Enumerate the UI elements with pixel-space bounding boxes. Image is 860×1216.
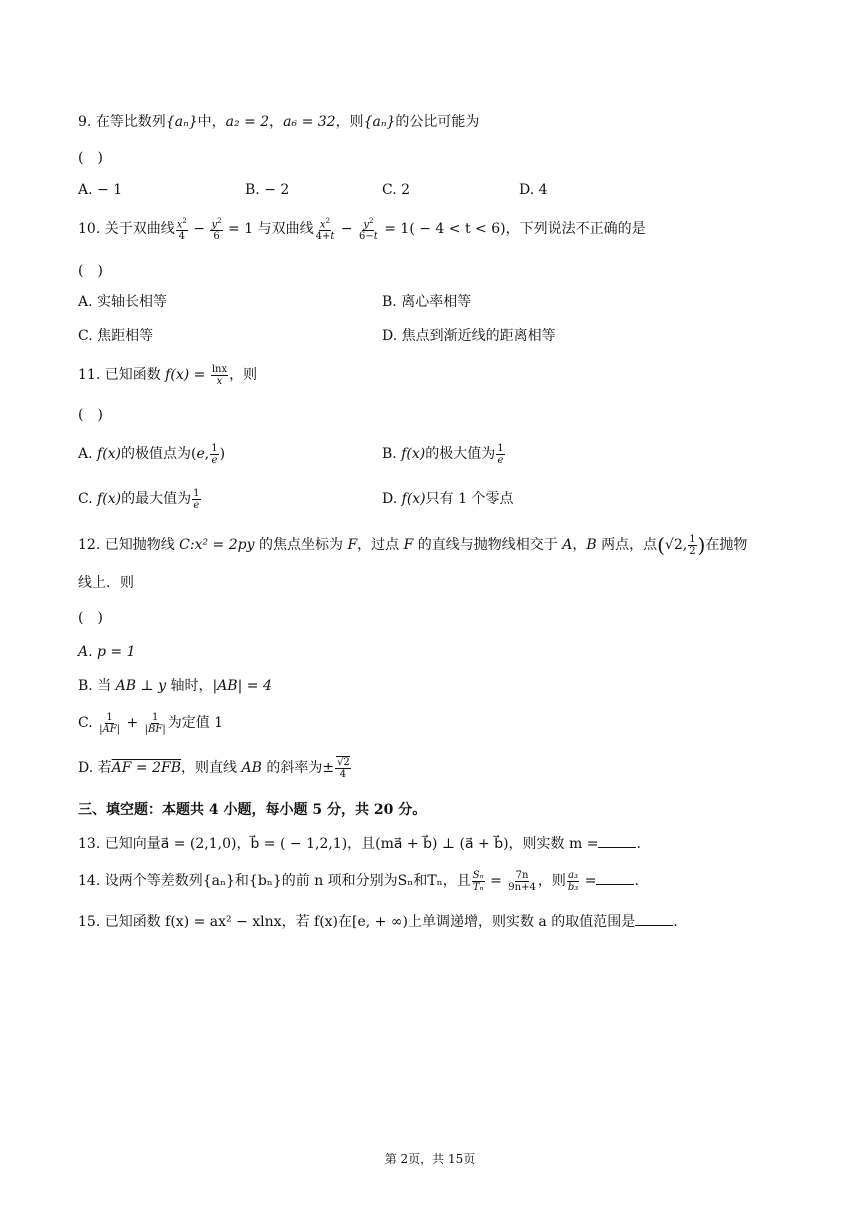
- q10-option-c: C. 焦距相等: [78, 328, 154, 344]
- q13-stem: 13. 已知向量a⃗ = (2,1,0)，b⃗ = ( − 1,2,1)，且(ma⃗ + b⃗) ⊥ (a⃗ + b⃗)，则实数 m = .: [78, 836, 641, 852]
- q9-a6: a₆ = 32: [283, 114, 336, 130]
- q10-frac-y6: $\frac{y^2}{6}$: [211, 217, 222, 243]
- q9-option-a: A. − 1: [78, 182, 123, 198]
- q9-stem: 9. 在等比数列{aₙ}中，a₂ = 2，a₆ = 32，则{aₙ}的公比可能为: [78, 114, 480, 130]
- q9-seq2: {aₙ}: [363, 114, 396, 130]
- q12-line2: 线上．则: [78, 575, 134, 591]
- q10-stem: 10. 关于双曲线 $\frac{x^2}{4}$ − $\frac{y^2}{6}$ = 1 与双曲线 $\frac{x^2}{4+t}$ − $\frac{y^2}{6-t}$ = 1( − 4 < t < 6)，下列说法不正确的是: [78, 217, 646, 243]
- q9-option-d: D. 4: [519, 182, 548, 198]
- q12-curve: C:x² = 2py: [179, 537, 255, 553]
- q11-option-d: D. f(x)只有 1 个零点: [382, 491, 514, 507]
- q9-text-b: 中，: [197, 114, 226, 130]
- q12-text-a: 已知抛物线: [104, 537, 175, 553]
- q11-stem: [78, 363, 257, 387]
- q9-option-c: C. 2: [382, 182, 411, 198]
- q10-frac-x4t: $\frac{x^2}{4+t}$: [315, 217, 335, 243]
- q9-text-d: 的公比可能为: [395, 114, 480, 130]
- q12-A: A: [562, 537, 573, 553]
- q12-text-f: 在抛物: [705, 537, 748, 553]
- section-3-heading: 三、填空题：本题共 4 小题，每小题 5 分，共 20 分。: [78, 802, 427, 818]
- q14-stem: 14. 设两个等差数列{aₙ}和{bₙ}的前 n 项和分别为Sₙ和Tₙ，且 $\frac{\text{Sₙ}}{\text{Tₙ}}$ = $\frac{7n}{9n+4}$ ，则 $\frac{\text{a₃}}{\text{b₃}}$ = .: [78, 869, 639, 893]
- q14-answer-blank[interactable]: [596, 872, 634, 885]
- q9-text-c: ，则: [335, 114, 364, 130]
- q12-F: F: [347, 537, 358, 553]
- q11-paren: ( ): [78, 407, 103, 423]
- q12-stem: 12. 已知抛物线 C:x² = 2py 的焦点坐标为 F，过点 F 的直线与抛物线相交于 A，B 两点，点(√2, $\frac{1}{2}$ )在抛物: [78, 533, 748, 557]
- q11-number: 11.: [78, 367, 101, 383]
- q9-option-b: B. − 2: [245, 182, 290, 198]
- q11-option-a: A. f(x)的极值点为(e, $\frac{1}{e}$ ): [78, 442, 226, 466]
- q14-number: 14.: [78, 873, 101, 889]
- q10-option-b: B. 离心率相等: [382, 294, 472, 310]
- q13-number: 13.: [78, 836, 101, 852]
- q14-text-a: 设两个等差数列{aₙ}和{bₙ}的前 n 项和分别为Sₙ和Tₙ，且: [104, 873, 471, 889]
- q12-number: 12.: [78, 537, 101, 553]
- q12-text-e: 两点，点: [601, 537, 658, 553]
- q11-option-c: C. f(x)的最大值为 $\frac{1}{e}$: [78, 487, 200, 511]
- q9-number: 9.: [78, 114, 92, 130]
- q15-stem: 15. 已知函数 f(x) = ax² − xlnx，若 f(x)在[e, + ∞)上单调递增，则实数 a 的取值范围是 .: [78, 914, 678, 930]
- q10-frac-x4: $\frac{x^2}{4}$: [176, 217, 187, 243]
- q11-option-b: B. f(x)的极大值为 $\frac{1}{e}$: [382, 442, 504, 466]
- q13-text: 已知向量a⃗ = (2,1,0)，b⃗ = ( − 1,2,1)，且(ma⃗ + b⃗) ⊥ (a⃗ + b⃗)，则实数 m =: [104, 836, 599, 852]
- q15-number: 15.: [78, 914, 101, 930]
- q12-text-b: 的焦点坐标为: [258, 537, 343, 553]
- q15-answer-blank[interactable]: [635, 913, 673, 926]
- q12-B: B: [586, 537, 597, 553]
- q9-seq: {aₙ}: [165, 114, 198, 130]
- q12-text-d: 的直线与抛物线相交于: [417, 537, 558, 553]
- q12-F2: F: [403, 537, 414, 553]
- q10-option-d: D. 焦点到渐近线的距离相等: [382, 328, 556, 344]
- q13-answer-blank[interactable]: [598, 835, 636, 848]
- q10-option-a: A. 实轴长相等: [78, 294, 168, 310]
- q15-text: 已知函数 f(x) = ax² − xlnx，若 f(x)在[e, + ∞)上单调递增，则实数 a 的取值范围是: [104, 914, 636, 930]
- q9-text: 在等比数列: [95, 114, 166, 130]
- q11-fx: f(x) =: [165, 367, 206, 383]
- q12-text-c: ，过点: [357, 537, 400, 553]
- q12-paren: ( ): [78, 610, 103, 626]
- q11-frac: $\frac{\ln x}{x}$: [211, 363, 228, 387]
- q10-paren: ( ): [78, 263, 103, 279]
- q12-option-a: A. p = 1: [78, 644, 136, 660]
- q10-text-b: 与双曲线: [257, 221, 314, 238]
- q9-a2: a₂ = 2: [225, 114, 270, 130]
- q12-option-d: D. 若AF = 2FB，则直线 AB 的斜率为± $\frac{√2}{4}$: [78, 756, 350, 780]
- q11-text-b: ，则: [229, 367, 258, 383]
- page-footer: 第 2页，共 15页: [384, 1152, 476, 1166]
- q10-eq1: = 1: [228, 221, 254, 238]
- q10-number: 10.: [78, 221, 101, 238]
- q10-text-a: 关于双曲线: [104, 221, 175, 238]
- q12-option-c: C. $\frac{1}{|AF|}$ + $\frac{1}{|BF|}$ 为定值 1: [78, 711, 224, 735]
- q12-point: √2,: [664, 537, 688, 553]
- q9-paren: ( ): [78, 150, 103, 166]
- q10-frac-y6t: $\frac{y^2}{6-t}$: [359, 217, 378, 243]
- q10-eq2: = 1( − 4 < t < 6): [384, 221, 506, 238]
- q12-half: $\frac{1}{2}$: [689, 533, 696, 557]
- q12-option-b: B. 当 AB ⊥ y 轴时，|AB| = 4: [78, 678, 272, 694]
- q10-text-c: ，下列说法不正确的是: [505, 221, 646, 238]
- q11-text-a: 已知函数: [104, 367, 161, 383]
